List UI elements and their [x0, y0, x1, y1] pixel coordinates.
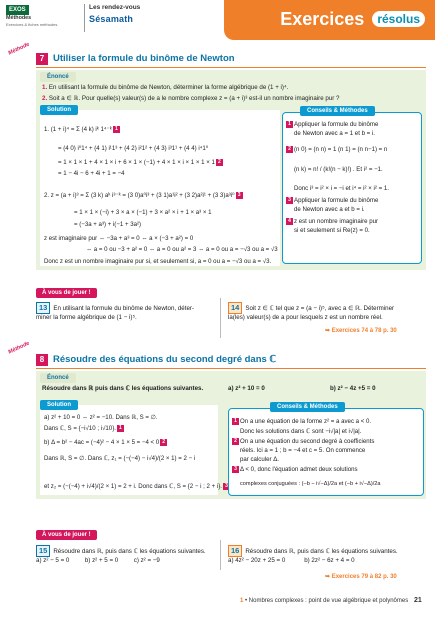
- see-more-link[interactable]: ➥ Exercices 79 à 82 p. 30: [325, 574, 397, 580]
- solution-line: Donc z est un nombre imaginaire pur si, et seulement si, a = 0 ou a = −√3 ou a = √3.: [44, 258, 272, 265]
- advice-line: [231, 418, 371, 426]
- advice-text: z est un nombre imaginaire pur: [294, 218, 379, 226]
- advice-text: Δ < 0, donc l'équation admet deux solutions: [240, 466, 358, 474]
- advice-line: si et seulement si Re(z) = 0.: [294, 227, 370, 234]
- solution-line: [44, 192, 244, 200]
- conseils-tab: Conseils & Méthodes: [270, 402, 345, 412]
- solution-line: = (−3a + a³) + i(−1 + 3a²): [74, 221, 142, 228]
- page-title: [280, 7, 425, 31]
- step-marker: 2: [216, 159, 223, 166]
- page-title-text: Exercices: [280, 9, 365, 29]
- exercise-number: 15: [36, 545, 50, 557]
- question-number: 2.: [42, 95, 48, 102]
- solution-line: [44, 425, 125, 433]
- step-marker: 3: [223, 483, 230, 490]
- step-marker: 2: [160, 439, 167, 446]
- exercise-item: b) 2z² − 6z + 4 = 0: [304, 557, 355, 565]
- equation-a: a) z² + 10 = 0: [228, 385, 265, 392]
- exercise-13: [36, 302, 216, 322]
- exercise-item: b) z² + 5 = 0: [84, 557, 119, 565]
- exos-badge: EXOS: [6, 5, 29, 15]
- exercise-15: [36, 545, 226, 565]
- advice-text: Appliquer la formule du binôme: [294, 121, 379, 129]
- step-marker: 3: [286, 197, 293, 204]
- exercise-number: 16: [228, 545, 242, 557]
- method-title: Utiliser la formule du binôme de Newton: [53, 53, 235, 64]
- method-number: 8: [36, 354, 48, 366]
- solution-line: [58, 159, 224, 167]
- exercise-item: c) z² = −9: [133, 557, 160, 565]
- solution-line: Dans ℝ, S = ∅. Dans ℂ, z₁ = (−(−4) − i√4)/(2 × 1) = 2 − i: [44, 455, 196, 462]
- advice-text: On a une équation de la forme z² = a avec a < 0.: [240, 418, 372, 426]
- solution-line: ⇔ a = 0 ou −3 + a² = 0 ⇔ a = 0 ou a² = 3 ⇔ a = 0 ou a = −√3 ou a = √3: [86, 246, 278, 253]
- exos-logo: [6, 5, 78, 33]
- solution-text: Dans ℂ, S = {−i√10 ; i√10}.: [44, 425, 116, 433]
- advice-line: complexes conjuguées : (−b − i√−Δ)/2a et (−b + i√−Δ)/2a: [240, 481, 381, 487]
- step-marker: 1: [117, 425, 124, 432]
- column-separator: [220, 540, 221, 570]
- step-marker: 2: [232, 438, 239, 445]
- exercise-item: a) z² − 5 = 0: [36, 557, 70, 565]
- step-marker: 1: [232, 418, 239, 425]
- step-marker: 1: [113, 126, 120, 133]
- advice-line: de Newton avec a = 1 et b = i.: [294, 130, 375, 137]
- step-marker: 4: [286, 218, 293, 225]
- solution-line: = (4 0) i⁰1⁴ + (4 1) i¹1³ + (4 2) i²1² + (4 3) i³1¹ + (4 4) i⁴1⁰: [58, 145, 209, 152]
- question-text: Soit a ∈ ℝ. Pour quelle(s) valeur(s) de a le nombre complexe z = (a + i)³ est-il un nombre imaginaire pur ?: [48, 95, 340, 102]
- step-marker: 2: [286, 146, 293, 153]
- rendez-vous-logo: [84, 4, 146, 32]
- exercise-text: En utilisant la formule du binôme de Newton, déter-: [53, 305, 195, 312]
- step-marker: 1: [286, 121, 293, 128]
- column-separator: [220, 298, 221, 338]
- exercise-text: Résoudre dans ℝ, puis dans ℂ les équations suivantes.: [53, 548, 206, 555]
- a-vous-de-jouer-tab: À vous de jouer !: [36, 288, 97, 298]
- conseils-tab: Conseils & Méthodes: [300, 106, 375, 116]
- exercise-text: Soit z ∈ ℂ tel que z = (a − i)⁵, avec a ∈ ℝ. Déterminer: [245, 305, 395, 312]
- advice-line: [231, 438, 374, 446]
- solution-text: et z₂ = (−(−4) + i√4)/(2 × 1) = 2 + i. Donc dans ℂ, S = {2 − i ; 2 + i}.: [44, 483, 222, 491]
- rendez-vous-label: Les rendez-vous: [89, 4, 141, 11]
- advice-line: de Newton avec a et b = i.: [294, 206, 365, 213]
- footer: [240, 597, 408, 605]
- title-underline: [36, 368, 426, 369]
- advice-line: réels. Ici a = 1 ; b = −4 et c = 5. On commence: [240, 447, 366, 454]
- see-more-text: Exercices 79 à 82 p. 30: [331, 574, 397, 580]
- solution-text: b) Δ = b² − 4ac = (−4)² − 4 × 1 × 5 = −4 < 0: [44, 439, 160, 447]
- chapter-number: 1: [240, 598, 244, 604]
- see-more-link[interactable]: ➥ Exercices 74 à 78 p. 30: [325, 328, 397, 334]
- header-band: [224, 0, 435, 40]
- a-vous-de-jouer-tab: À vous de jouer !: [36, 530, 97, 540]
- exercise-16: [228, 545, 428, 565]
- advice-text: (n 0) = (n n) = 1 (n 1) = (n n−1) = n: [294, 146, 388, 154]
- solution-text: = 1 × 1 × 1 + 4 × 1 × i + 6 × 1 × (−1) + 4 × 1 × i × 1 × 1 × 1: [58, 159, 215, 167]
- step-marker: 3: [232, 466, 239, 473]
- question-1: [42, 84, 288, 92]
- step-marker: 3: [236, 192, 243, 199]
- question-2: [42, 95, 339, 103]
- advice-line: [231, 466, 358, 474]
- methodes-label: Méthodes: [6, 15, 32, 22]
- solution-line: z est imaginaire pur ⇔ −3a + a³ = 0 ⇔ a × (−3 + a²) = 0: [44, 235, 194, 242]
- solution-tab: Solution: [40, 105, 78, 115]
- see-more-text: Exercices 74 à 78 p. 30: [331, 328, 397, 334]
- title-underline: [36, 67, 426, 68]
- advice-line: Donc les solutions dans ℂ sont −i√|a| et i√|a|.: [240, 428, 362, 435]
- solution-line: [44, 439, 168, 447]
- solution-text: 1. (1 + i)⁴ = Σ (4 k) iᵏ 1⁴⁻ᵏ: [44, 126, 112, 134]
- advice-line: Donc i³ = i² × i = −i et i⁴ = i² × i² = 1.: [294, 185, 389, 192]
- advice-line: [285, 121, 378, 129]
- advice-line: par calculer Δ.: [240, 456, 279, 463]
- advice-text: On a une équation du second degré à coefficients: [240, 438, 375, 446]
- equation-b: b) z² − 4z +5 = 0: [330, 385, 376, 392]
- enonce-tab: Énoncé: [40, 72, 76, 82]
- advice-line: [285, 218, 378, 226]
- solution-line: a) z² + 10 = 0 ⇔ z² = −10. Dans ℝ, S = ∅.: [44, 414, 158, 421]
- sesamath-brand: Sésamath: [89, 13, 134, 24]
- method-number: 7: [36, 53, 48, 65]
- method-title: Résoudre des équations du second degré dans ℂ: [53, 354, 277, 365]
- exercise-number: 13: [36, 302, 50, 314]
- exercise-number: 14: [228, 302, 242, 314]
- question-text: En utilisant la formule du binôme de Newton, déterminer la forme algébrique de (1 + i)⁴.: [48, 84, 289, 91]
- solution-line: = 1 − 4i − 6 + 4i + 1 = −4: [58, 170, 125, 177]
- advice-line: [285, 146, 387, 154]
- solution-line: = 1 × 1 × (−i) + 3 × a × (−1) + 3 × a² × i + 1 × a³ × 1: [74, 209, 212, 216]
- methode-tag: Méthode: [7, 41, 31, 57]
- exercise-14: [228, 302, 428, 322]
- exercise-text: la(les) valeur(s) de a pour lesquels z est un nombre réel.: [228, 314, 383, 322]
- question-number: 1.: [42, 84, 48, 91]
- enonce-tab: Énoncé: [40, 373, 76, 383]
- exercise-item: a) 4z² − 20z + 25 = 0: [228, 557, 286, 565]
- exercise-text: Résoudre dans ℝ, puis dans ℂ les équations suivantes.: [245, 548, 398, 555]
- instruction: Résoudre dans ℝ puis dans ℂ les équations suivantes.: [42, 385, 204, 392]
- solution-line: [44, 126, 121, 134]
- advice-line: (n k) = n! / (k!(n − k)!) . Et i² = −1.: [294, 166, 383, 173]
- page-number: 21: [414, 597, 422, 604]
- page-title-pill: résolus: [372, 11, 425, 27]
- advice-line: [285, 197, 378, 205]
- methode-tag: Méthode: [7, 340, 31, 356]
- logo-caption: Exercices & fiches méthodes: [6, 22, 58, 28]
- exercise-text: miner la forme algébrique de (1 − i)⁵.: [36, 314, 137, 322]
- advice-text: Appliquer la formule du binôme: [294, 197, 379, 205]
- solution-tab: Solution: [40, 400, 78, 410]
- solution-text: 2. z = (a + i)³ = Σ (3 k) aᵏ i³⁻ᵏ = (3 0)a⁰i³ + (3 1)a¹i² + (3 2)a²i¹ + (3 3)a³i⁰: [44, 192, 235, 200]
- solution-line: [44, 483, 231, 491]
- chapter-title: • Nombres complexes : point de vue algébrique et polynômes: [243, 598, 409, 604]
